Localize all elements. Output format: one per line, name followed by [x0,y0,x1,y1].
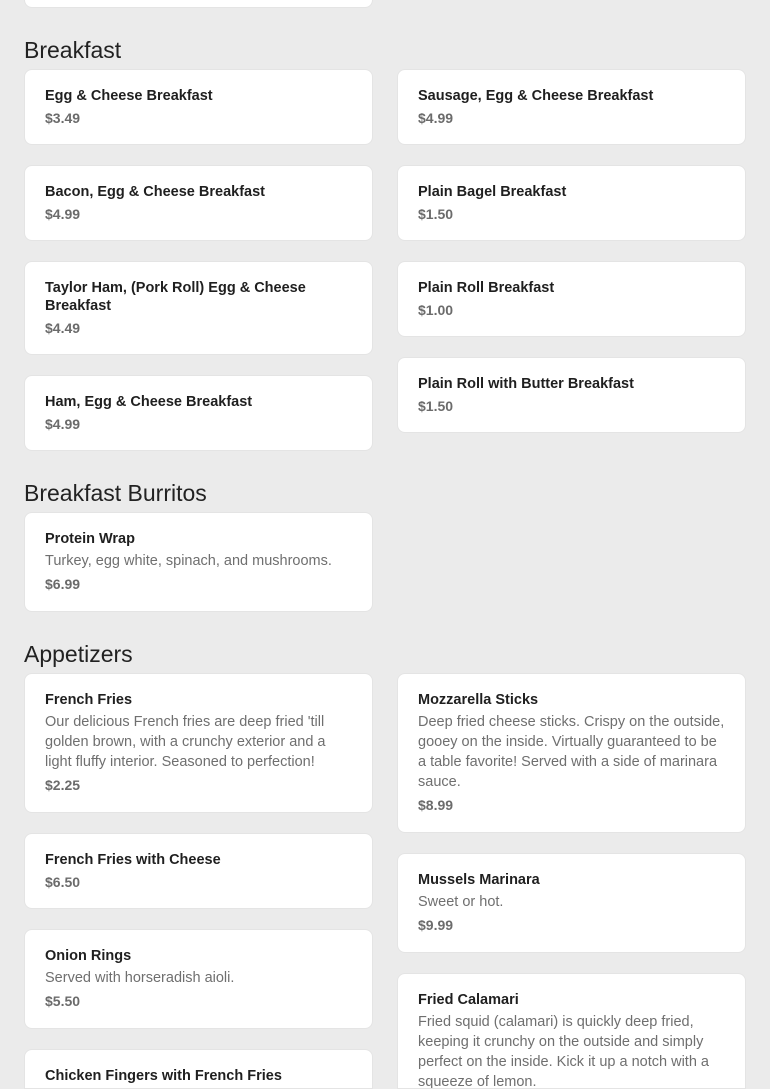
item-price: $4.99 [418,110,454,126]
menu-item-card[interactable] [24,833,373,909]
section-title-appetizers: Appetizers [24,641,133,667]
item-name: Taylor Ham, (Pork Roll) Egg & Cheese Breakfast [45,280,306,314]
item-price: $4.99 [45,416,81,432]
menu-item-card[interactable] [24,1049,373,1089]
menu-item-card[interactable] [397,853,746,953]
item-price: $5.50 [45,993,81,1009]
item-name: Protein Wrap [45,531,135,547]
menu-item-card[interactable] [397,261,746,337]
item-price: $3.49 [45,110,81,126]
menu-item-card[interactable] [24,375,373,451]
section-title-breakfast-burritos: Breakfast Burritos [24,480,207,506]
item-price: $6.50 [45,874,81,890]
item-price: $2.25 [45,777,81,793]
item-name: Onion Rings [45,948,132,964]
menu-item-card[interactable] [24,673,373,813]
item-name: Plain Roll Breakfast [418,280,555,296]
item-name: Chicken Fingers with French Fries [45,1068,282,1084]
menu-item-card[interactable] [397,357,746,433]
item-name: Plain Bagel Breakfast [418,184,567,200]
item-price: $9.99 [418,917,454,933]
menu-item-card[interactable] [24,512,373,612]
item-description: Deep fried cheese sticks. Crispy on the outside, gooey on the inside. Virtually guaranteed to be a table favorite! Served with a side of marinara sauce. [418,714,725,790]
item-name: Mussels Marinara [418,872,540,888]
menu-item-card[interactable] [24,165,373,241]
item-description: Served with horseradish aioli. [45,970,235,986]
menu-item-card[interactable] [397,165,746,241]
menu-item-card[interactable] [397,973,746,1089]
item-name: Sausage, Egg & Cheese Breakfast [418,88,654,104]
menu-item-card[interactable] [397,673,746,833]
item-price: $1.50 [418,206,454,222]
menu-item-card-partial[interactable] [24,0,373,8]
section-title-breakfast: Breakfast [24,37,122,63]
item-name: Bacon, Egg & Cheese Breakfast [45,184,265,200]
item-name: Fried Calamari [418,992,519,1008]
item-name: French Fries [45,692,133,708]
item-description: Our delicious French fries are deep fried 'till golden brown, with a crunchy exterior and a light fluffy interior. Seasoned to perfection! [45,714,326,770]
item-name: Mozzarella Sticks [418,692,539,708]
item-description: Fried squid (calamari) is quickly deep fried, keeping it crunchy on the outside and simply perfect on the inside. Kick it up a notch with a squeeze of lemon. [418,1014,709,1089]
item-price: $8.99 [418,797,454,813]
item-name: Egg & Cheese Breakfast [45,88,213,104]
item-name: French Fries with Cheese [45,852,221,868]
item-name: Plain Roll with Butter Breakfast [418,376,634,392]
item-price: $1.00 [418,302,454,318]
item-price: $4.49 [45,320,81,336]
item-price: $1.50 [418,398,454,414]
item-description: Turkey, egg white, spinach, and mushrooms. [45,553,332,569]
menu-item-card[interactable] [397,69,746,145]
item-price: $6.99 [45,576,81,592]
menu-item-card[interactable] [24,261,373,355]
item-name: Ham, Egg & Cheese Breakfast [45,394,253,410]
item-description: Sweet or hot. [418,894,504,910]
menu-item-card[interactable] [24,929,373,1029]
menu-item-card[interactable] [24,69,373,145]
item-price: $4.99 [45,206,81,222]
